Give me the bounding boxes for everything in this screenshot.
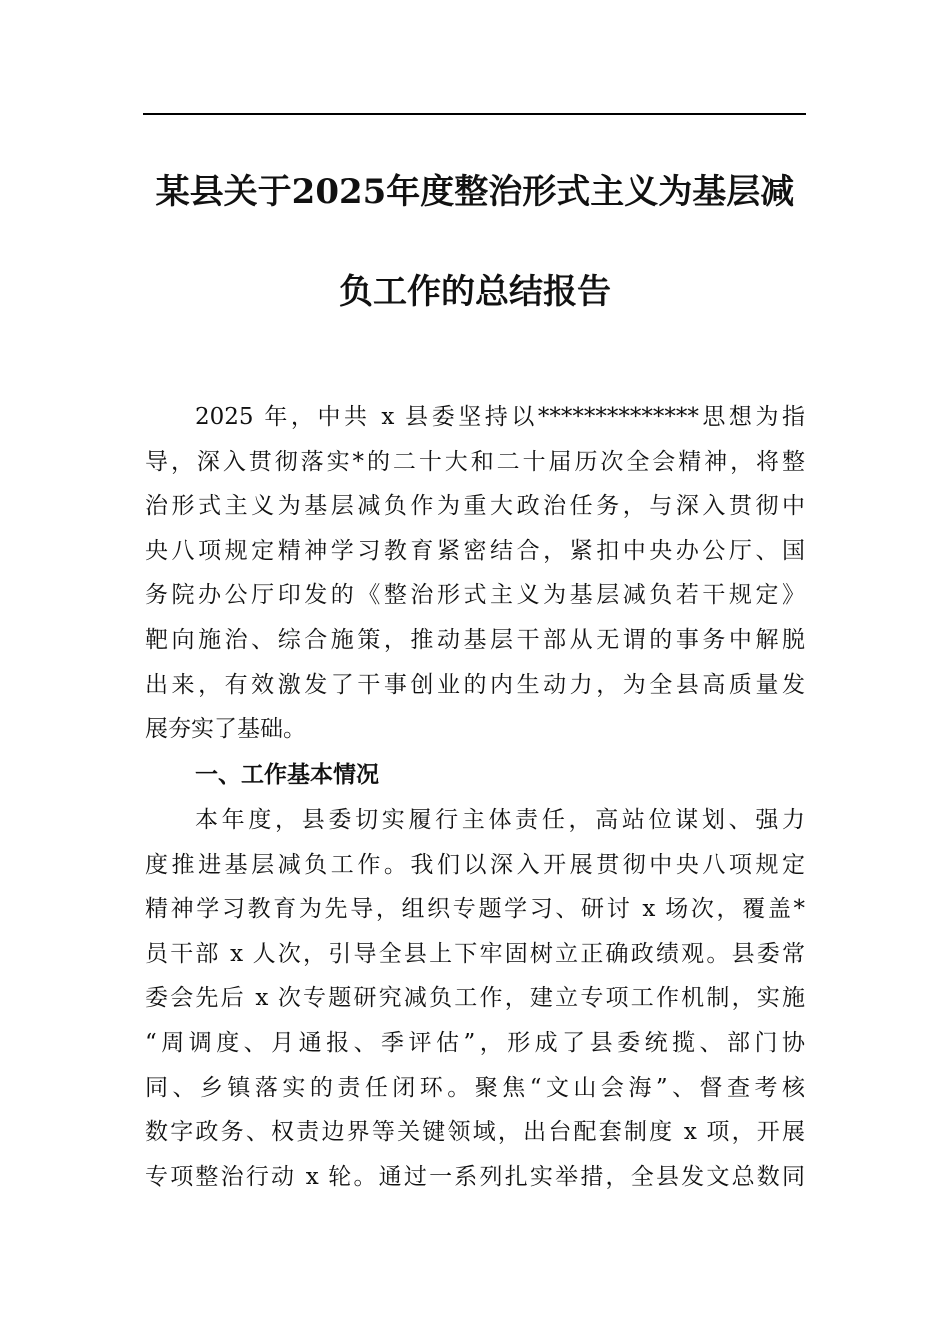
section-heading: 一、工作基本情况	[195, 762, 379, 788]
text-line: 展夯实了基础。	[145, 716, 306, 743]
text-line: 度推进基层减负工作。我们以深入开展贯彻中央八项规定	[145, 851, 805, 878]
text-line: 靶向施治、综合施策，推动基层干部从无谓的事务中解脱	[145, 627, 805, 653]
text-line: 员干部 x 人次，引导全县上下牢固树立正确政绩观。县委常	[145, 940, 805, 967]
text-line: 专项整治行动 x 轮。通过一系列扎实举措，全县发文总数同	[145, 1163, 805, 1190]
text-line: 同、乡镇落实的责任闭环。聚焦“文山会海”、督查考核	[145, 1074, 805, 1101]
text-line: 委会先后 x 次专题研究减负工作，建立专项工作机制，实施	[145, 985, 805, 1012]
text-line: 本年度，县委切实履行主体责任，高站位谋划、强力	[195, 807, 805, 833]
text-line: “周调度、月通报、季评估”，形成了县委统揽、部门协	[145, 1030, 805, 1056]
text-line: 数字政务、权责边界等关键领域，出台配套制度 x 项，开展	[145, 1119, 805, 1146]
text-line: 精神学习教育为先导，组织专题学习、研讨 x 场次，覆盖*	[145, 896, 805, 923]
text-line: 务院办公厅印发的《整治形式主义为基层减负若干规定》	[145, 582, 805, 609]
text-line: 2025 年，中共 x 县委坚持以**************思想为指	[195, 404, 805, 430]
text-line: 出来，有效激发了干事创业的内生动力，为全县高质量发	[145, 671, 805, 698]
document-title-line-1: 某县关于2025年度整治形式主义为基层减	[155, 172, 795, 212]
header-rule	[143, 113, 806, 115]
text-line: 治形式主义为基层减负作为重大政治任务，与深入贯彻中	[145, 493, 805, 520]
text-line: 央八项规定精神学习教育紧密结合，紧扣中央办公厅、国	[145, 537, 805, 564]
document-title-line-2: 负工作的总结报告	[339, 272, 611, 312]
text-line: 导，深入贯彻落实*的二十大和二十届历次全会精神，将整	[145, 448, 805, 475]
